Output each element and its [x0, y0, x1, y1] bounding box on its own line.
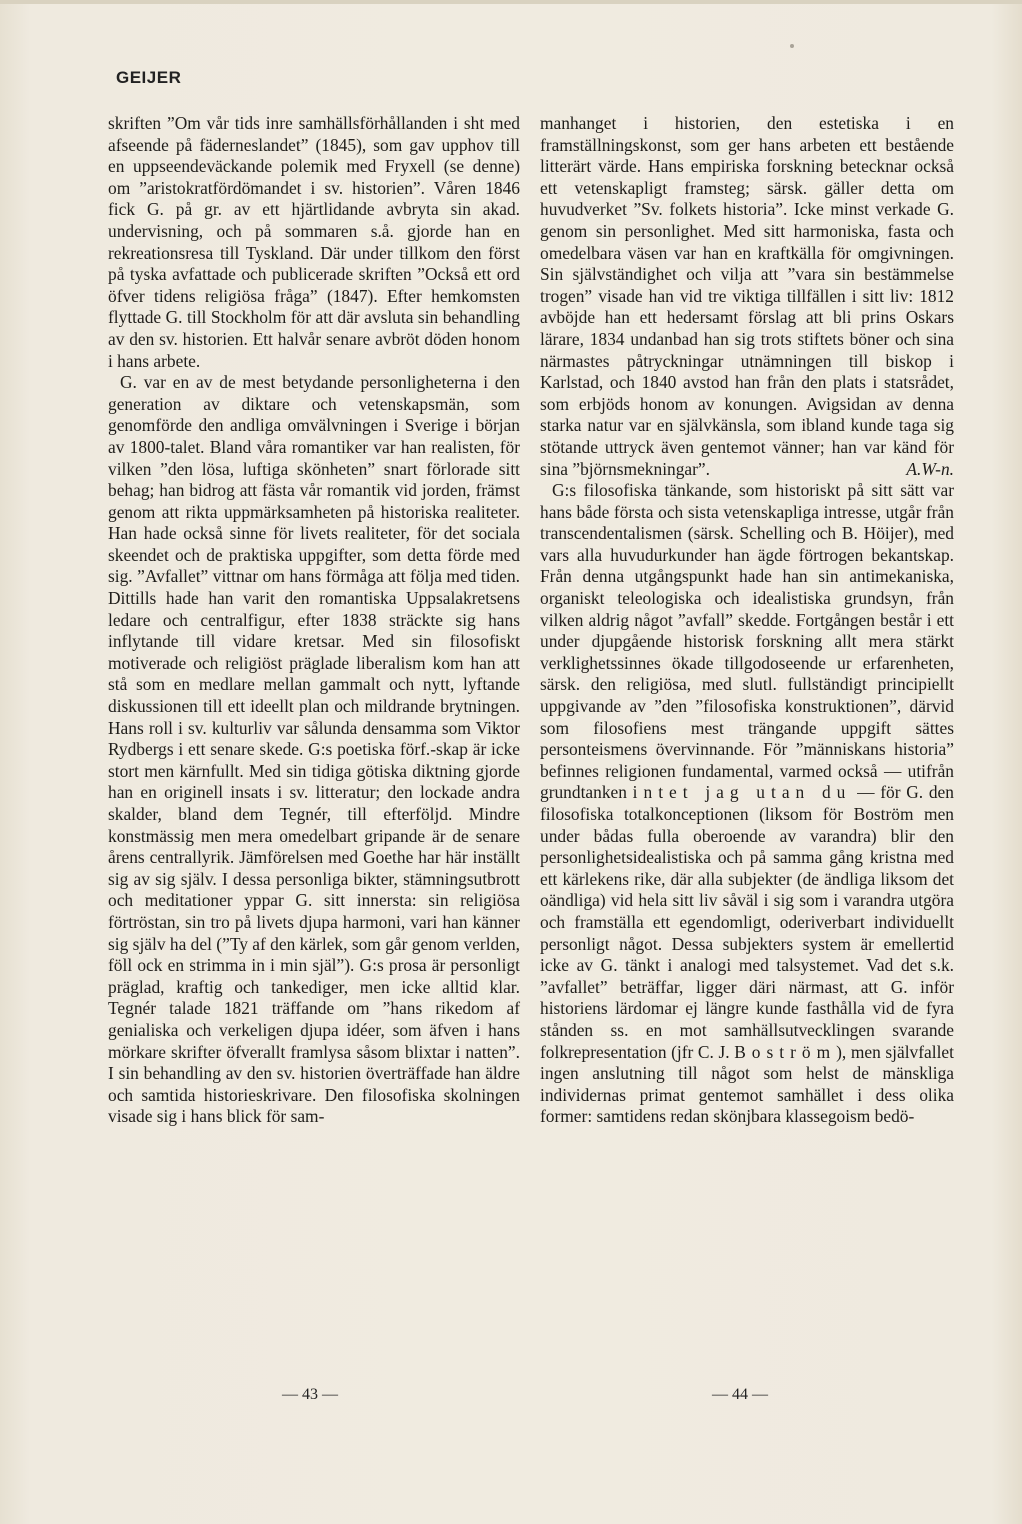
right-paragraph-2-text-b: — för G. den filosofiska totalkonceptionen (liksom för Boström men under bådas fulla oberoende av varandra) blir den personlighetsidealistiska och på samma gång kristna med ett kärlekens rike, där alla subjekter (de ändliga liksom det oändliga) vid hela sitt liv såväl i sig som i varandra utgöra och framställa ett egendomligt, oderiverbart individuellt personligt något. Dessa subjekters system är emellertid icke av G. tänkt i analogi med talsystemet. Vad det s.k. ”avfallet” beträffar, ligger däri närmast, att G. inför historiens lärdomar ej längre kunde fasthålla vid de fyra stånden ss. en mot samhällsutvecklingen svarande folkrepresentation (jfr C. J. [540, 782, 954, 1062]
top-edge-rule [0, 0, 1022, 4]
left-paragraph-1: skriften ”Om vår tids inre samhällsförhållanden i sht med afseende på fäderneslandet” (1845), som gav upphov till en uppseendeväckande polemik med Fryxell (se denne) om ”aristokratfördömandet i sv. historien”. Våren 1846 fick G. på gr. av ett hjärtlidande avbryta sin akad. undervisning, och på sommaren s.å. gjorde han en rekreationsresa till Tyskland. Där under tillkom den först på tyska avfattade och publicerade skriften ”Också ett ord öfver tidens religiösa fråga” (1847). Efter hemkomsten flyttade G. till Stockholm för att där avsluta sin behandling av den sv. historien. Ett halvår senare avbröt döden honom i hans arbete. [108, 113, 520, 371]
left-paragraph-2: G. var en av de mest betydande personligheterna i den generation av diktare och vetenskapsmän, som genomförde den andliga omvälvningen i Sverige i början av 1800-talet. Bland våra romantiker var han realisten, för vilken ”den lösa, luftiga skönheten” snart förlorade sitt behag; han bidrog att fästa vår romantik vid jorden, främst genom att rikta uppmärksamheten på historiska realiteter. Han hade också sinne för livets realiteter, för det sociala skeendet och de praktiska uppgifter, som detta förde med sig. ”Avfallet” vittnar om hans förmåga att följa med tiden. Dittills hade han varit den romantiska Uppsalakretsens ledare och centralfigur, efter 1838 sträckte sig hans inflytande till vidare kretsar. Med sin filosofiskt motiverade och religiöst präglade liberalism kom han att stå som en medlare mellan gammalt och nytt, lyftande diskussionen till ett ideellt plan och mildrande brytningen. Hans roll i sv. kulturliv var sålunda densamma som Viktor Rydbergs i ett senare skede. G:s poetiska förf.-skap är icke stort men kärnfullt. Med sin tidiga götiska diktning gjorde han en originell insats i sv. litteratur; den lockade andra skalder, bland dem Tegnér, till efterföljd. Mindre konstmässig men mera omedelbart gripande är de senare årens centrallyrik. Jämförelsen med Goethe har här inställt sig av sig själv. I dessa personliga bikter, stämningsutbrott och meditationer yppar G. sitt innersta: sin religiösa förtröstan, sin tro på livets djupa harmoni, vari han känner sig själv ha del (”Ty af den kärlek, som går genom verlden, föll ock en strimma in i min själ”). G:s prosa är personligt präglad, kraftig och tankediger, men icke alltid klar. Tegnér talade 1821 träffande om ”hans rikedom af genialiska och verkeligen djupa idéer, som äfven i hans mörkare skrifter öfverallt framlysa såsom blixtar i natten”. I sin behandling av den sv. historien överträffade han äldre och samtida historieskrivare. Den filosofiska skolningen visade sig i hans blick för sam- [108, 372, 520, 1127]
right-paragraph-2-text-c: ), men självfallet ingen anslutning till något som helst de mänskliga individernas primat gentemot samhället i dess olika former: samtidens redan skönjbara klassegoism bedö- [540, 1041, 954, 1127]
left-column [108, 113, 520, 1128]
running-title: GEIJER [116, 68, 182, 87]
page-number-right: — 44 — [712, 1386, 768, 1403]
author-signature: A.W-n. [906, 458, 954, 479]
right-paragraph-2-text-a: G:s filosofiska tänkande, som historiskt på sitt sätt var hans både första och sista vetenskapliga intresse, utgår från transcendentalismen (särsk. Schelling och B. Höijer), med vars alla huvudurkunder han ägde förtrogen bekantskap. Från denna utgångspunkt hade han sin antimekaniska, organiskt teleologiska och idealistiska grundsyn, från vilken aldrig något ”avfall” skedde. Fortgången består i ett under djupgående historisk forskning allt mera stärkt verklighetssinnes ökade tillgodoseende ur erfarenheten, särsk. den religiösa, med slutl. fullständigt principiellt uppgivande av ”den ”filosofiska konstruktionen”, därvid som filosofiens mest trängande uppgift sättes personteismens övervinnande. För ”människans historia” befinnes religionen fundamental, varmed också — utifrån grundtanken [540, 480, 954, 803]
emphasis-bostrom: Boström [734, 1041, 837, 1062]
emphasis-intet-jag-utan-du: intet jag utan du [632, 782, 852, 803]
right-paragraph-1-text: manhanget i historien, den estetiska i en framställningskonst, som ger hans arbeten ett bestående litterärt värde. Hans empiriska forskning betecknar också ett vetenskapligt framsteg; särsk. gäller detta om huvudverket ”Sv. folkets historia”. Icke minst verkade G. genom sin personlighet. Med sitt harmoniska, fasta och omedelbara väsen var han en kraftkälla för omgivningen. Sin självständighet och vilja att ”vara sin bestämmelse trogen” visade han vid tre viktiga tillfällen i sitt liv: 1812 avböjde han ett hedersamt förslag att bli prins Oskars lärare, 1834 undanbad han sig trots stiftets böner och sina närmastes påtryckningar utnämningen till biskop i Karlstad, och 1840 avstod han från den plats i statsrådet, som erbjöds honom av konungen. Avigsidan av denna starka natur var en självkänsla, som ibland kunde taga sig stötande uttryck även gentemot vänner; han var känd för sina ”björnsmekningar”. [540, 113, 954, 479]
page-number-left: — 43 — [282, 1386, 338, 1403]
paper-speck [790, 44, 794, 48]
right-paragraph-1 [540, 113, 954, 480]
right-column [540, 113, 954, 1128]
right-paragraph-2 [540, 480, 954, 1128]
